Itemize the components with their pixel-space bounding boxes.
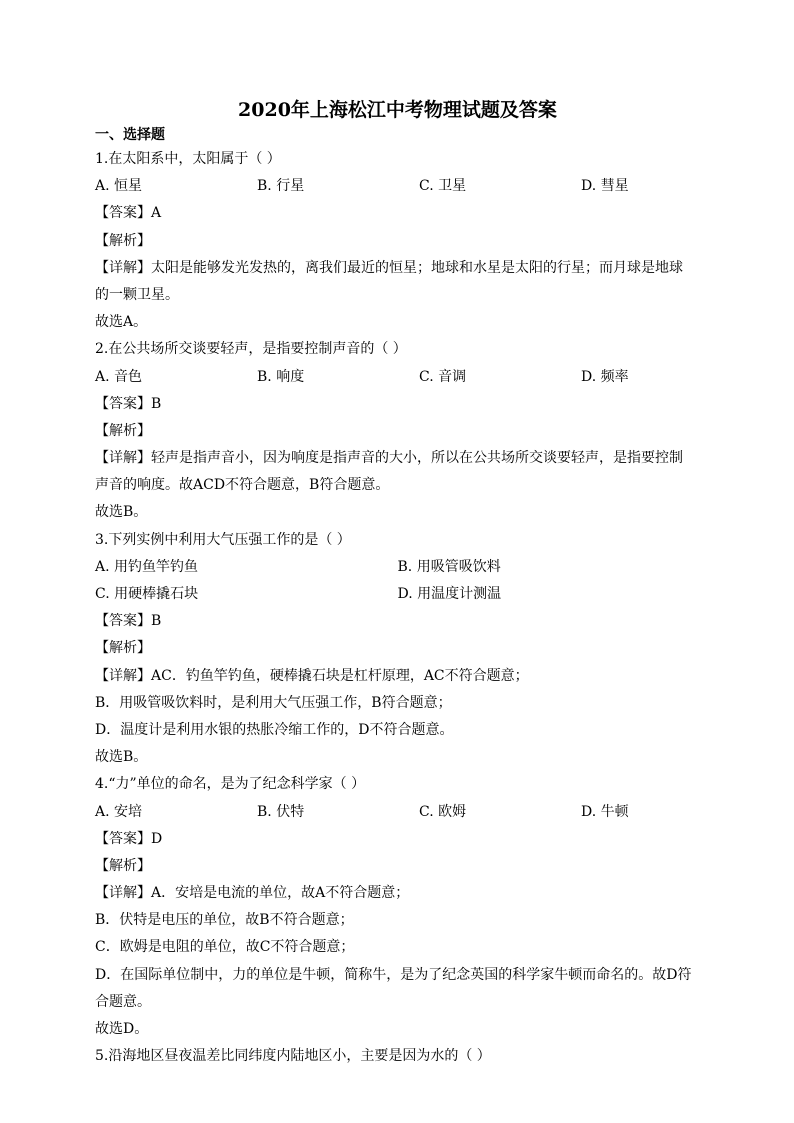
question-options bbox=[95, 173, 700, 200]
option-d: D. 牛顿 bbox=[581, 803, 629, 820]
option-a: A. 用钓鱼竿钓鱼 bbox=[95, 558, 199, 575]
analysis-heading: 【解析】 bbox=[95, 232, 151, 249]
conclusion-line: 故选A。 bbox=[95, 314, 148, 331]
detail-line: 声音的响度。故ACD不符合题意，B符合题意。 bbox=[95, 477, 390, 494]
option-c: C. 欧姆 bbox=[419, 803, 467, 820]
option-c: C. 卫星 bbox=[419, 178, 467, 195]
detail-line: C．欧姆是电阻的单位，故C不符合题意； bbox=[95, 939, 355, 956]
detail-line: B．用吸管吸饮料时，是利用大气压强工作，B符合题意； bbox=[95, 694, 452, 711]
answer-line: 【答案】B bbox=[95, 613, 162, 630]
option-c: C. 音调 bbox=[419, 368, 467, 385]
option-b: B. 用吸管吸饮料 bbox=[397, 558, 501, 575]
question-1 bbox=[95, 146, 700, 336]
detail-line: 【详解】A．安培是电流的单位，故A不符合题意； bbox=[95, 885, 410, 902]
question-3 bbox=[95, 527, 700, 772]
document-page bbox=[95, 96, 700, 1070]
option-d: D. 彗星 bbox=[581, 178, 629, 195]
option-a: A. 音色 bbox=[95, 368, 143, 385]
section-heading: 一、选择题 bbox=[95, 127, 165, 143]
analysis-heading: 【解析】 bbox=[95, 640, 151, 657]
question-options bbox=[95, 364, 700, 391]
detail-line: 【详解】太阳是能够发光发热的，离我们最近的恒星；地球和水星是太阳的行星；而月球是地球 bbox=[95, 259, 683, 276]
conclusion-line: 故选B。 bbox=[95, 504, 148, 521]
option-d: D. 用温度计测温 bbox=[397, 586, 502, 602]
answer-line: 【答案】D bbox=[95, 830, 163, 847]
question-2 bbox=[95, 336, 700, 526]
question-stem: 4.“力”单位的命名，是为了纪念科学家（ ） bbox=[95, 776, 366, 793]
detail-line: 合题意。 bbox=[95, 993, 151, 1010]
detail-line: B．伏特是电压的单位，故B不符合题意； bbox=[95, 912, 354, 929]
detail-line: 的一颗卫星。 bbox=[95, 286, 179, 303]
question-stem: 1.在太阳系中，太阳属于（ ） bbox=[95, 151, 281, 167]
question-5 bbox=[95, 1043, 700, 1070]
answer-line: 【答案】A bbox=[95, 205, 162, 222]
question-stem: 2.在公共场所交谈要轻声，是指要控制声音的（ ） bbox=[95, 341, 407, 358]
option-d: D. 频率 bbox=[581, 368, 629, 385]
detail-line: 【详解】AC．钓鱼竿钓鱼，硬棒撬石块是杠杆原理，AC不符合题意； bbox=[95, 667, 529, 684]
detail-line: D．在国际单位制中，力的单位是牛顿，简称牛，是为了纪念英国的科学家牛顿而命名的。故D符 bbox=[95, 966, 692, 983]
question-options-row-1 bbox=[95, 554, 700, 581]
analysis-heading: 【解析】 bbox=[95, 422, 151, 439]
option-b: B. 伏特 bbox=[257, 803, 305, 820]
conclusion-line: 故选D。 bbox=[95, 1021, 149, 1037]
detail-line: 【详解】轻声是指声音小，因为响度是指声音的大小，所以在公共场所交谈要轻声，是指要控制 bbox=[95, 450, 683, 467]
analysis-heading: 【解析】 bbox=[95, 857, 151, 874]
option-a: A. 安培 bbox=[95, 803, 143, 820]
option-b: B. 响度 bbox=[257, 368, 305, 385]
option-c: C. 用硬棒撬石块 bbox=[95, 586, 199, 602]
question-options bbox=[95, 799, 700, 826]
option-a: A. 恒星 bbox=[95, 178, 143, 195]
question-4 bbox=[95, 771, 700, 1043]
question-stem: 3.下列实例中利用大气压强工作的是（ ） bbox=[95, 531, 351, 548]
option-b: B. 行星 bbox=[257, 178, 305, 195]
detail-line: D．温度计是利用水银的热胀冷缩工作的，D不符合题意。 bbox=[95, 721, 454, 738]
question-options-row-2 bbox=[95, 581, 700, 608]
question-stem: 5.沿海地区昼夜温差比同纬度内陆地区小，主要是因为水的（ ） bbox=[95, 1048, 491, 1065]
conclusion-line: 故选B。 bbox=[95, 749, 148, 766]
answer-line: 【答案】B bbox=[95, 395, 162, 412]
document-title: 2020年上海松江中考物理试题及答案 bbox=[238, 99, 557, 121]
